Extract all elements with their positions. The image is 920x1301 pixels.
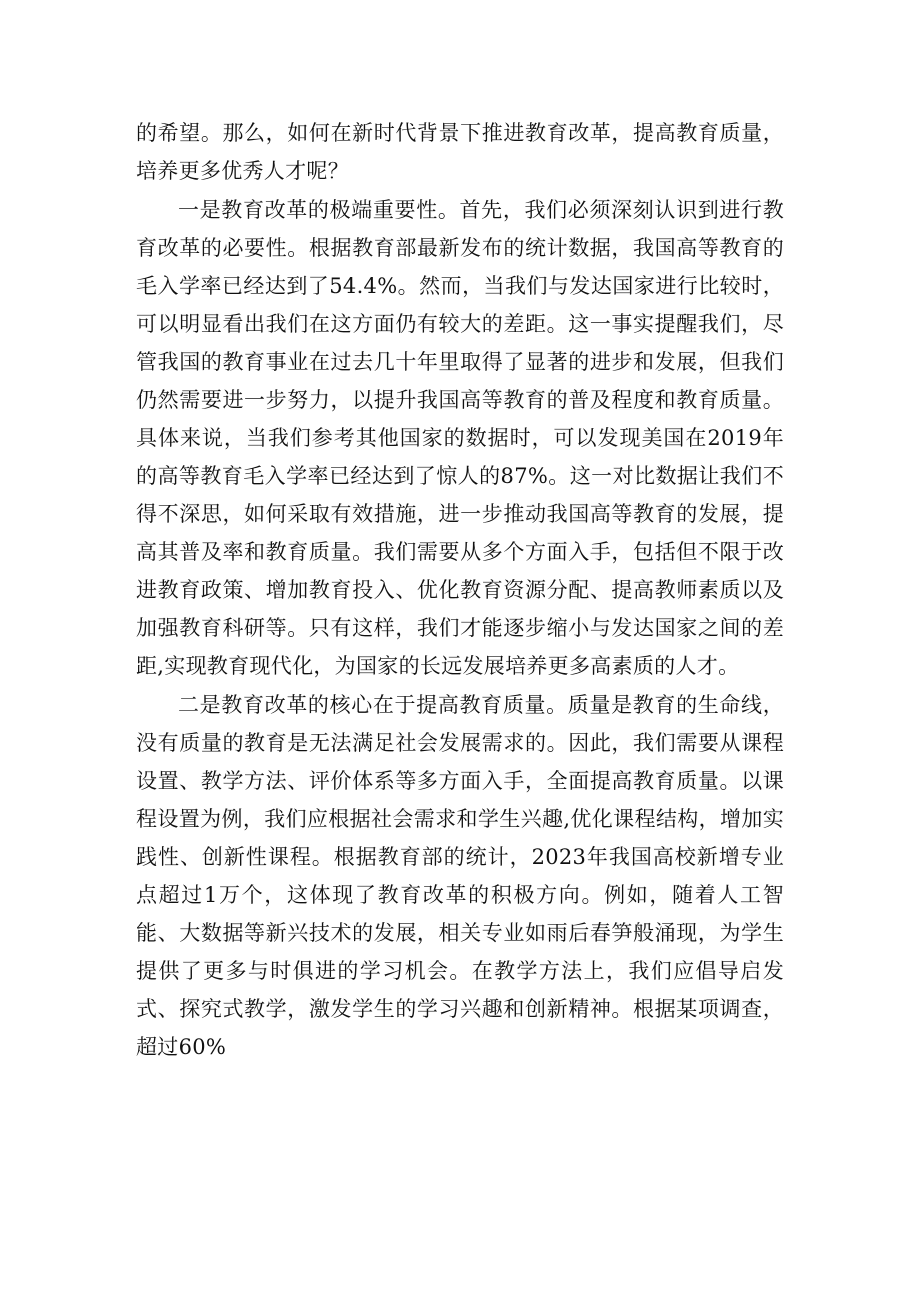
- paragraph-education-quality: 二是教育改革的核心在于提高教育质量。质量是教育的生命线，没有质量的教育是无法满足社会发展需求的。因此，我们需要从课程设置、教学方法、评价体系等多方面入手，全面提高教育质量。以课程设置为例，我们应根据社会需求和学生兴趣,优化课程结构，增加实践性、创新性课程。根据教育部的统计，2023年我国高校新增专业点超过1万个，这体现了教育改革的积极方向。例如，随着人工智能、大数据等新兴技术的发展，相关专业如雨后春笋般涌现，为学生提供了更多与时俱进的学习机会。在教学方法上，我们应倡导启发式、探究式教学，激发学生的学习兴趣和创新精神。根据某项调查，超过60%: [136, 693, 784, 1059]
- paragraph-education-reform-importance: 一是教育改革的极端重要性。首先，我们必须深刻认识到进行教育改革的必要性。根据教育部最新发布的统计数据，我国高等教育的毛入学率已经达到了54.4%。然而，当我们与发达国家进行比较时，可以明显看出我们在这方面仍有较大的差距。这一事实提醒我们，尽管我国的教育事业在过去几十年里取得了显著的进步和发展，但我们仍然需要进一步努力，以提升我国高等教育的普及程度和教育质量。具体来说，当我们参考其他国家的数据时，可以发现美国在2019年的高等教育毛入学率已经达到了惊人的87%。这一对比数据让我们不得不深思，如何采取有效措施，进一步推动我国高等教育的发展，提高其普及率和教育质量。我们需要从多个方面入手，包括但不限于改进教育政策、增加教育投入、优化教育资源分配、提高教师素质以及加强教育科研等。只有这样，我们才能逐步缩小与发达国家之间的差距,实现教育现代化，为国家的长远发展培养更多高素质的人才。: [136, 198, 784, 678]
- document-body: [136, 114, 784, 1066]
- paragraph-continuation: 的希望。那么，如何在新时代背景下推进教育改革，提高教育质量，培养更多优秀人才呢？: [136, 121, 784, 183]
